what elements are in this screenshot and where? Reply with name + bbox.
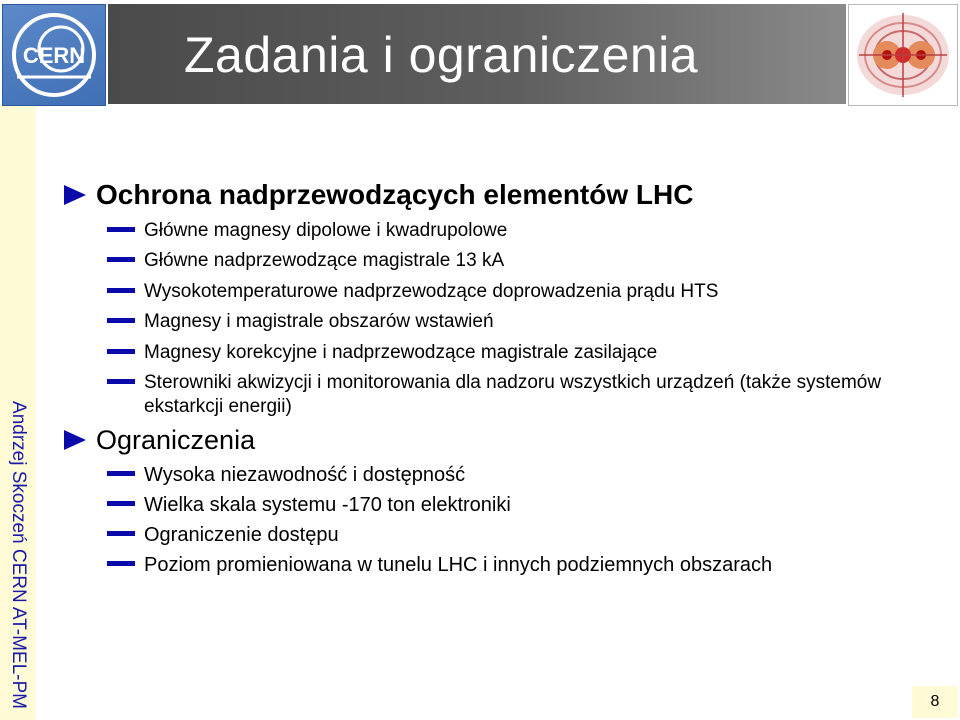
dash-bullet-icon — [107, 471, 135, 476]
slide-title: Zadania i ograniczenia — [184, 27, 699, 83]
list-item-text: Wysoka niezawodność i dostępność — [144, 464, 466, 486]
list-item-text: Magnesy i magistrale obszarów wstawień — [144, 311, 494, 332]
bullet-arrow-icon — [64, 185, 86, 205]
cern-logo — [2, 4, 106, 106]
dash-bullet-icon — [107, 227, 135, 232]
list-item-text: Wielka skala systemu -170 ton elektroniki — [144, 494, 511, 516]
dash-bullet-icon — [107, 349, 135, 354]
list-item — [107, 249, 944, 273]
dash-bullet-icon — [107, 561, 135, 566]
cern-logo-icon — [3, 5, 105, 105]
section-list — [64, 219, 944, 420]
list-item — [107, 553, 944, 577]
collision-event-icon — [849, 5, 957, 105]
list-item — [107, 280, 944, 304]
list-item-text: Poziom promieniowana w tunelu LHC i innych podziemnych obszarach — [144, 554, 773, 576]
slide-header — [0, 0, 960, 106]
list-item-text: Główne nadprzewodzące magistrale 13 kA — [144, 250, 505, 271]
list-item-text: Ograniczenie dostępu — [144, 524, 339, 546]
dash-bullet-icon — [107, 501, 135, 506]
section-list — [64, 463, 944, 577]
section-heading — [64, 423, 944, 457]
list-item — [107, 493, 944, 517]
author-label: Andrzej Skoczeń CERN AT-MEL-PM — [8, 401, 29, 709]
section-heading — [64, 178, 944, 212]
list-item-text: Wysokotemperaturowe nadprzewodzące doprowadzenia prądu HTS — [144, 280, 719, 302]
event-display — [848, 4, 958, 106]
list-item — [107, 523, 944, 547]
list-item-text: Magnesy korekcyjne i nadprzewodzące magistrale zasilające — [144, 341, 658, 363]
list-item — [107, 463, 944, 487]
page-number: 8 — [912, 686, 958, 718]
list-item — [107, 341, 944, 365]
dash-bullet-icon — [107, 531, 135, 536]
list-item — [107, 371, 944, 419]
dash-bullet-icon — [107, 318, 135, 323]
dash-bullet-icon — [107, 257, 135, 262]
list-item-text: Sterowniki akwizycji i monitorowania dla nadzoru wszystkich urządzeń (także systemów ekstarkcji energii) — [144, 372, 882, 417]
dash-bullet-icon — [107, 379, 135, 384]
section-protection — [64, 178, 944, 419]
list-item — [107, 310, 944, 334]
title-bar — [108, 4, 846, 104]
list-item — [107, 219, 944, 243]
dash-bullet-icon — [107, 288, 135, 293]
bullet-arrow-icon — [64, 430, 86, 450]
section-constraints — [64, 423, 944, 577]
logo-text: CERN — [22, 43, 86, 68]
slide-content — [64, 178, 944, 577]
list-item-text: Główne magnesy dipolowe i kwadrupolowe — [144, 219, 508, 241]
section-title: Ochrona nadprzewodzących elementów LHC — [96, 179, 694, 210]
section-title: Ograniczenia — [96, 425, 256, 455]
